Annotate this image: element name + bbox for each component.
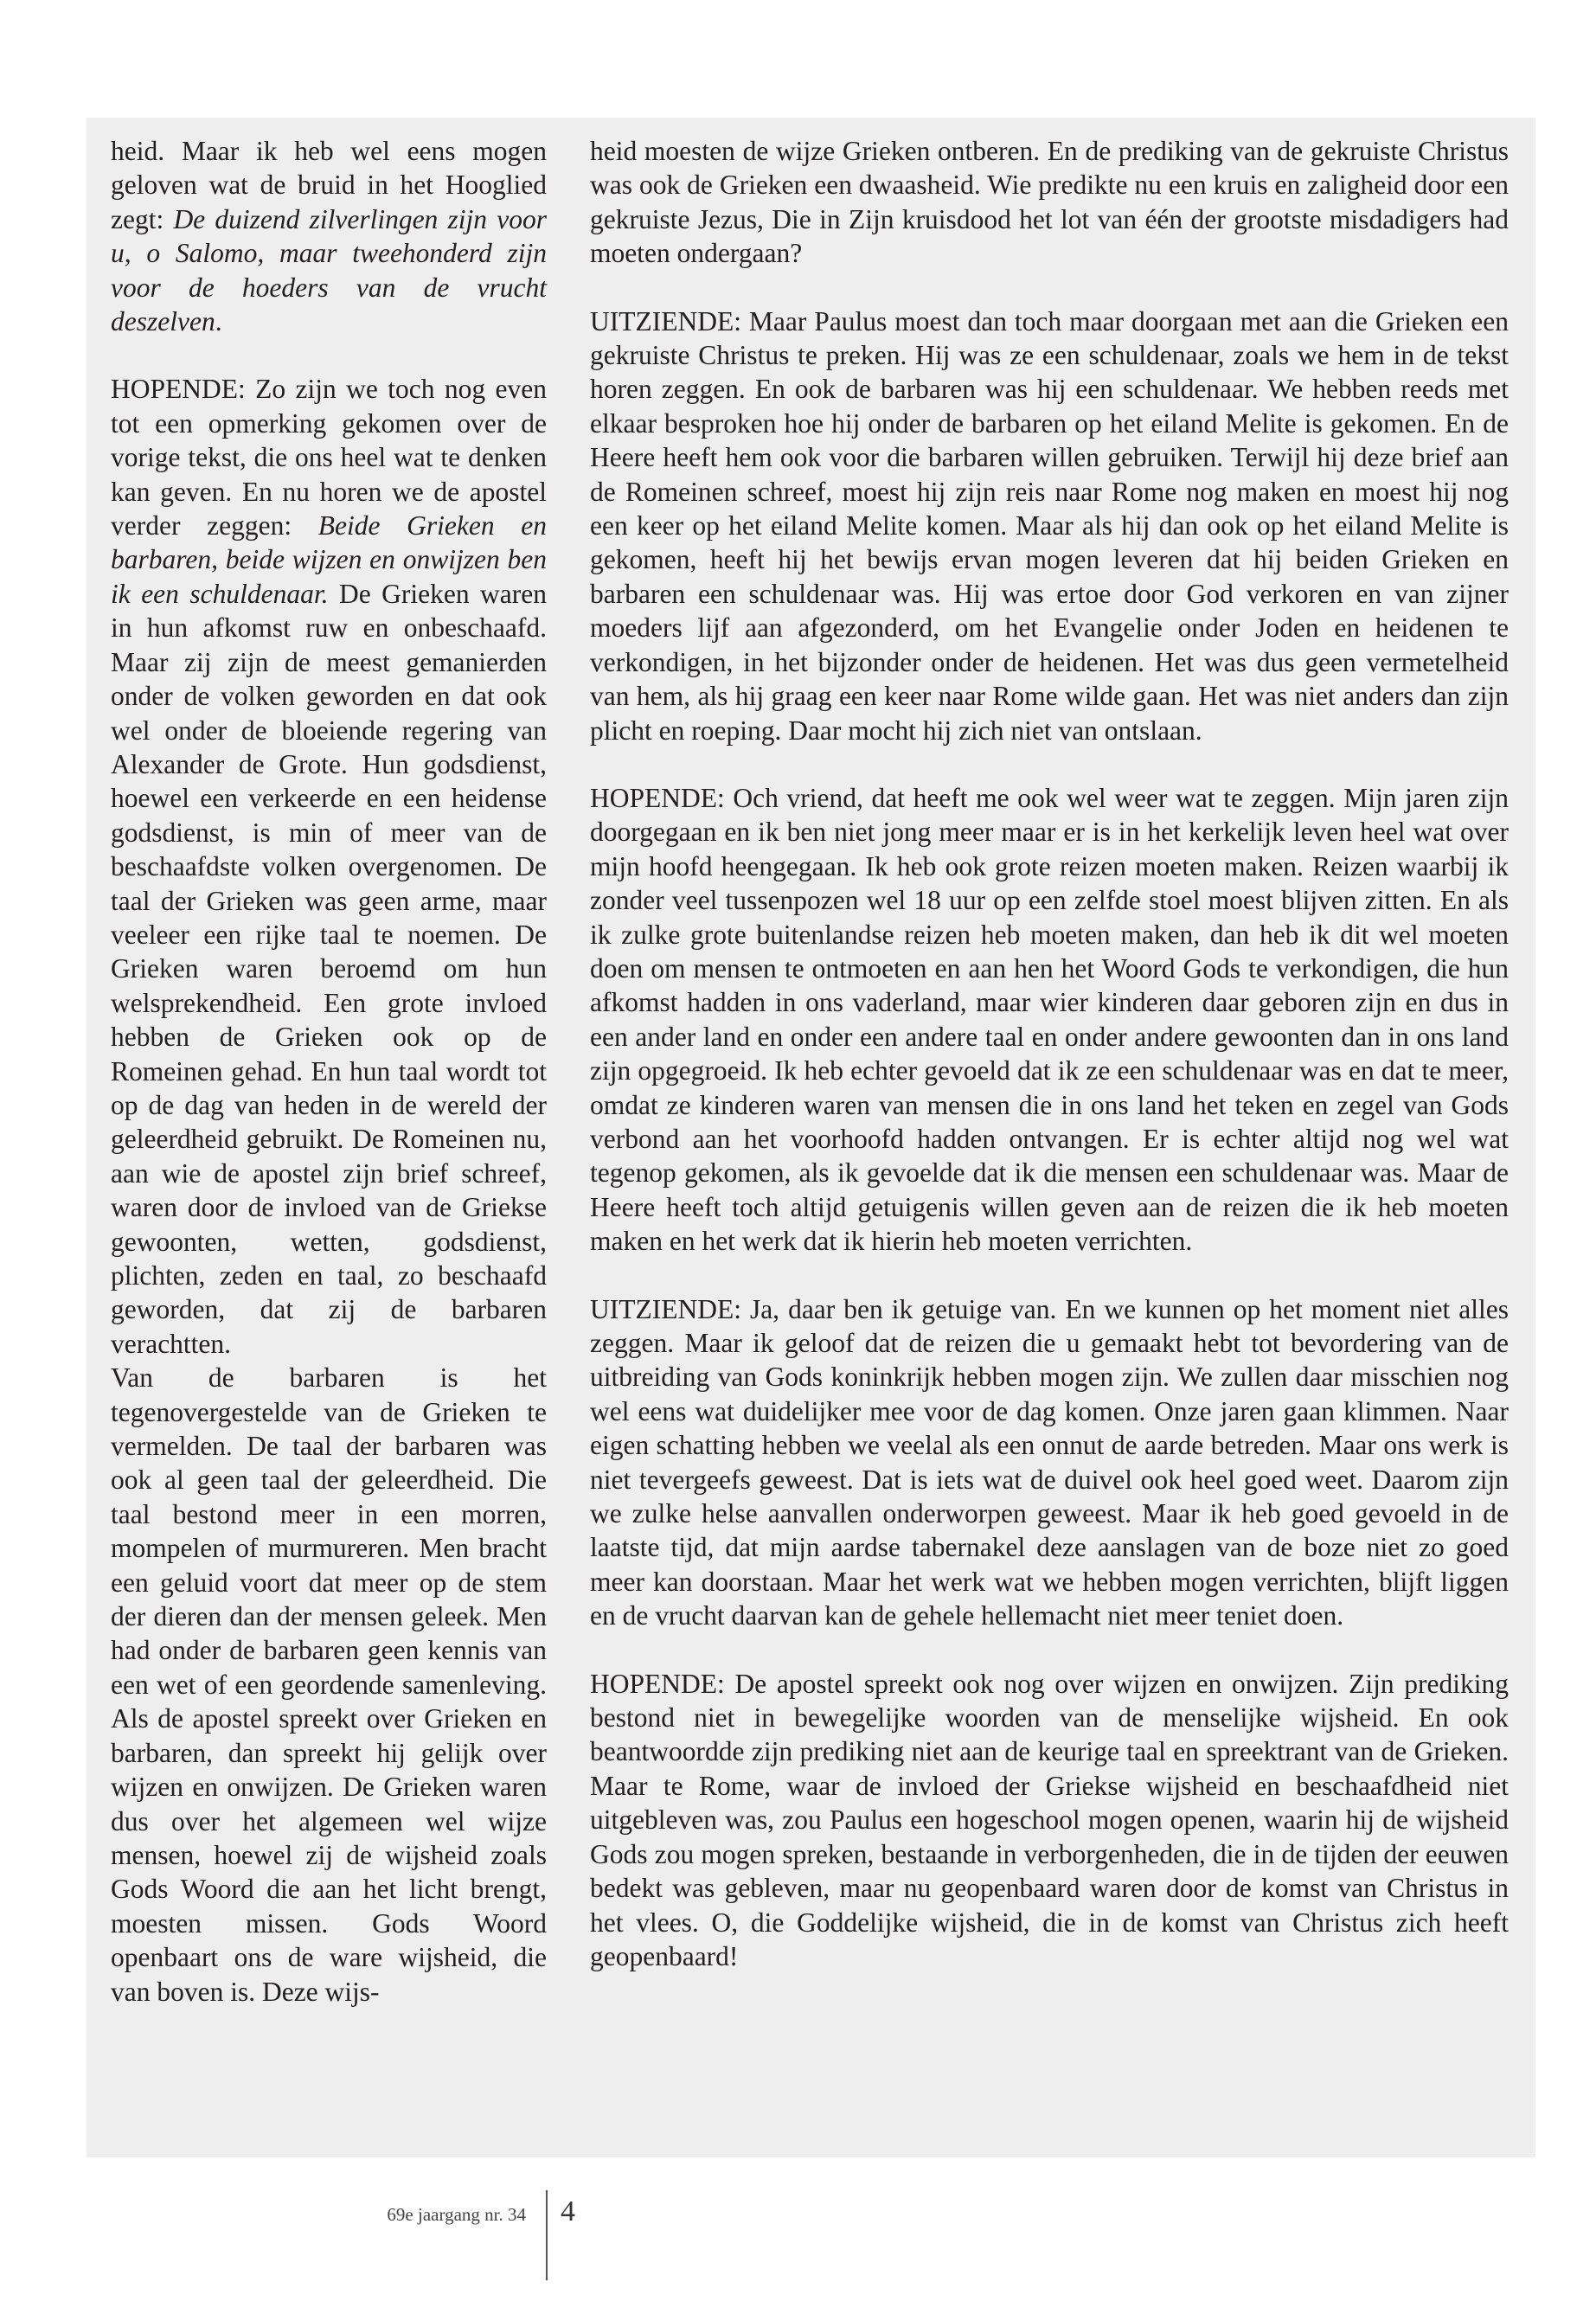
left-paragraph-2: HOPENDE: Zo zijn we toch nog even tot een opmerking gekomen over de vorige tekst, die ons heel wat te denken kan geven. En nu horen we de apostel verder zeggen: Beide Grieken en barbaren, beide wijzen en onwijzen ben ik een schuldenaar. De Grieken waren in hun afkomst ruw en onbeschaafd. Maar zij zijn de meest gemanierden onder de volken geworden en dat ook wel onder de bloeiende regering van Alexander de Grote. Hun godsdienst, hoewel een verkeerde en een heidense godsdienst, is min of meer van de beschaafdste volken overgenomen. De taal der Grieken was geen arme, maar veeleer een rijke taal te noemen. De Grieken waren beroemd om hun welsprekendheid. Een grote invloed hebben de Grieken ook op de Romeinen gehad. En hun taal wordt tot op de dag van heden in de wereld der geleerdheid gebruikt. De Romeinen nu, aan wie de apostel zijn brief schreef, waren door de invloed van de Griekse gewoonten, wetten, godsdienst, plichten, zeden en taal, zo beschaafd geworden, dat zij de barbaren verachtten. [111, 374, 547, 1359]
issue-label: 69e jaargang nr. 34 [387, 2204, 526, 2225]
footer-divider [546, 2190, 548, 2280]
right-column [590, 134, 1509, 1973]
romans-text-quote: Beide Grieken en barbaren, beide wijzen en onwijzen ben ik een schuldenaar. [111, 510, 547, 609]
page-number: 4 [561, 2195, 575, 2227]
right-paragraph-4: UITZIENDE: Ja, daar ben ik getuige van. En we kunnen op het moment niet alles zeggen. Maar ik geloof dat de reizen die u gemaakt hebt tot bevordering van de uitbreiding van Gods koninkrijk hebben mogen zijn. We zullen daar misschien nog wel eens wat duidelijker mee voor de dag komen. Onze jaren gaan klimmen. Naar eigen schatting hebben we veelal als een onnut de aarde betreden. Maar ons werk is niet tevergeefs geweest. Dat is iets wat de duivel ook heel goed weet. Daarom zijn we zulke helse aanvallen onderworpen geweest. Maar ik heb goed gevoeld in de laatste tijd, dat mijn aardse tabernakel deze aanslagen van de boze niet zo goed meer kan doorstaan. Maar het werk wat we hebben mogen verrichten, blijft liggen en de vrucht daarvan kan de gehele hellemacht niet meer teniet doen. [590, 1293, 1509, 1631]
right-paragraph-3: HOPENDE: Och vriend, dat heeft me ook wel weer wat te zeggen. Mijn jaren zijn doorgegaan en ik ben niet jong meer maar er is in het kerkelijk leven heel wat over mijn hoofd heengegaan. Ik heb ook grote reizen moeten maken. Reizen waarbij ik zonder veel tussenpozen wel 18 uur op een zelfde stoel moest blijven zitten. En als ik zulke grote buitenlandse reizen heb moeten maken, dan heb ik dit wel moeten doen om mensen te ontmoeten en aan hen het Woord Gods te verkondigen, die hun afkomst hadden in ons vaderland, maar wier kinderen daar geboren zijn en dus in een ander land en onder een andere taal en onder andere gewoonten dan in ons land zijn opgegroeid. Ik heb echter gevoeld dat ik ze een schuldenaar was en dat te meer, omdat ze kinderen waren van mensen die in ons land het teken en zegel van Gods verbond aan het voorhoofd hadden ontvangen. Er is echter altijd nog wel wat tegenop gekomen, als ik gevoelde dat ik die mensen een schuldenaar was. Maar de Heere heeft toch altijd getuigenis willen geven aan de reizen die ik heb moeten maken en het werk dat ik hierin heb moeten verrichten. [590, 782, 1509, 1257]
song-of-songs-quote: De duizend zilverlingen zijn voor u, o Salomo, maar tweehonderd zijn voor de hoeders van de vrucht deszelven [111, 203, 547, 337]
right-paragraph-2: UITZIENDE: Maar Paulus moest dan toch maar doorgaan met aan die Grieken een gekruiste Christus te preken. Hij was ze een schuldenaar, zoals we hem in de tekst horen zeggen. En ook de barbaren was hij een schuldenaar. We hebben reeds met elkaar besproken hoe hij onder de barbaren op het eiland Melite is gekomen. En de Heere heeft hem ook voor die barbaren willen gebruiken. Terwijl hij deze brief aan de Romeinen schreef, moest hij zijn reis naar Rome nog maken en moest hij nog een keer op het eiland Melite komen. Maar als hij dan ook op het eiland Melite is gekomen, heeft hij het bewijs ervan mogen leveren dat hij beiden Grieken en barbaren een schuldenaar was. Hij was ertoe door God verkoren en van zijner moeders lijf aan afgezonderd, om het Evangelie onder Joden en heidenen te verkondigen, in het bijzonder onder de heidenen. Het was dus geen vermetelheid van hem, als hij graag een keer naar Rome wilde gaan. Het was niet anders dan zijn plicht en roeping. Daar mocht hij zich niet van ontslaan. [590, 305, 1509, 746]
left-column [111, 134, 547, 2009]
left-paragraph-1: heid. Maar ik heb wel eens mogen geloven wat de bruid in het Hooglied zegt: De duizend zilverlingen zijn voor u, o Salomo, maar tweehonderd zijn voor de hoeders van de vrucht deszelven. [111, 136, 547, 337]
right-paragraph-1: heid moesten de wijze Grieken ontberen. En de prediking van de gekruiste Christus was ook de Grieken een dwaasheid. Wie predikte nu een kruis en zaligheid door een gekruiste Jezus, Die in Zijn kruisdood het lot van één der grootste misdadigers had moeten ondergaan? [590, 136, 1509, 269]
right-paragraph-5: HOPENDE: De apostel spreekt ook nog over wijzen en onwijzen. Zijn prediking bestond niet in bewegelijke woorden van de menselijke wijsheid. En ook beantwoordde zijn prediking niet aan de keurige taal en spreektrant van de Grieken. Maar te Rome, waar de invloed der Griekse wijsheid en beschaafdheid niet uitgebleven was, zou Paulus een hogeschool mogen openen, waarin hij de wijsheid Gods zou mogen spreken, bestaande in verborgenheden, die in de tijden der eeuwen bedekt was gebleven, maar nu geopenbaard waren door de komst van Christus in het vlees. O, die Goddelijke wijsheid, die in de komst van Christus zich heeft geopenbaard! [590, 1668, 1509, 1971]
left-paragraph-3: Van de barbaren is het tegenovergestelde van de Grieken te vermelden. De taal der barbaren was ook al geen taal der geleerdheid. Die taal bestond meer in een morren, mompelen of murmureren. Men bracht een geluid voort dat meer op de stem der dieren dan der mensen geleek. Men had onder de barbaren geen kennis van een wet of een geordende samenleving. Als de apostel spreekt over Grieken en barbaren, dan spreekt hij gelijk over wijzen en onwijzen. De Grieken waren dus over het algemeen wel wijze mensen, hoewel zij de wijsheid zoals Gods Woord die aan het licht brengt, moesten missen. Gods Woord openbaart ons de ware wijsheid, die van boven is. Deze wijs- [111, 1362, 547, 2007]
